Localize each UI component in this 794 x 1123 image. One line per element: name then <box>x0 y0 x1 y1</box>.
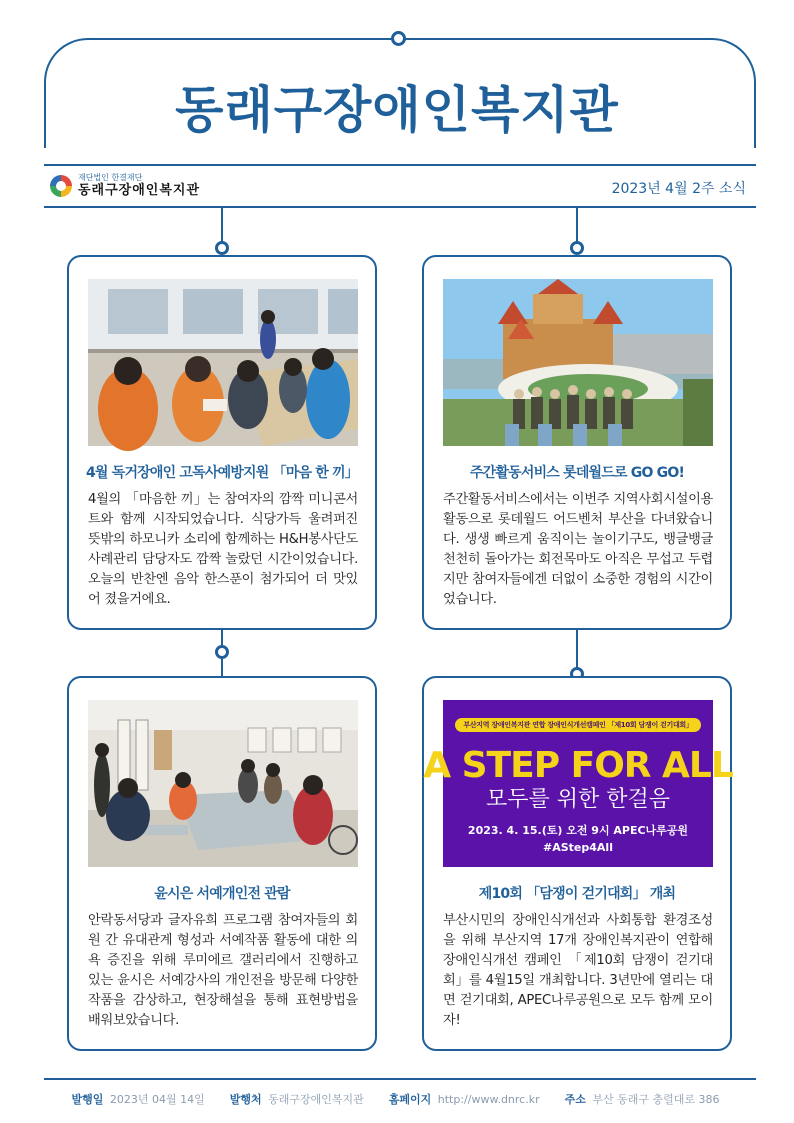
footer-issued-label: 발행일 <box>71 1093 104 1106</box>
header-knob-icon <box>391 31 406 46</box>
news-card-1 <box>67 255 377 630</box>
logo-flower-icon <box>50 175 72 197</box>
card-title: 4월 독거장애인 고독사예방지원 「마음 한 끼」 <box>85 465 359 481</box>
page-title: 동래구장애인복지관 <box>175 81 619 139</box>
poster-subtitle: 모두를 위한 한걸음 <box>485 787 670 812</box>
poster-banner: 부산지역 장애인복지관 연합 장애인식개선캠페인 「제10회 담쟁이 걷기대회」 <box>455 718 700 732</box>
card-body: 주간활동서비스에서는 이번주 지역사회시설이용 활동으로 롯데월드 어드벤처 부산을 다녀왔습니다. 생생 빠르게 움직이는 놀이기구도, 뱅글뱅글 천천히 돌아가는 회전목마도 아직은 무섭고 두렵지만 참여자들에겐 더없이 소중한 경험의 시간이었습니다. <box>443 492 713 607</box>
logo-foundation-name: 재단법인 한결재단 <box>78 173 143 182</box>
header-rule-bottom <box>44 206 756 208</box>
issue-date: 2023년 4월 2주 소식 <box>611 181 746 197</box>
poster-hashtag: #AStep4All <box>543 841 613 854</box>
connector-knob-icon <box>215 645 229 659</box>
footer-publisher-value: 동래구장애인복지관 <box>268 1093 364 1106</box>
header-rule-top <box>44 164 756 166</box>
card-body: 4월의 「마음한 끼」는 참여자의 깜짝 미니콘서트와 함께 시작되었습니다. 식당가득 울려퍼진 뜻밖의 하모니카 소리에 함께하는 H&H봉사단도 사례관리 담당자도 깜짝 놀랐던 시간이었습니다. 오늘의 반찬엔 음악 한스푼이 첨가되어 더 맛있어 졌을거에요. <box>88 492 358 607</box>
footer-homepage-link[interactable]: http://www.dnrc.kr <box>437 1093 540 1106</box>
footer-publisher-label: 발행처 <box>229 1093 262 1106</box>
footer-address-value: 부산 동래구 충렬대로 386 <box>592 1093 720 1106</box>
logo-org-name: 동래구장애인복지관 <box>78 183 201 198</box>
poster-date: 2023. 4. 15.(토) 오전 9시 APEC나루공원 <box>467 824 689 837</box>
poster-headline: A STEP FOR ALL <box>423 745 733 786</box>
news-card-2 <box>422 255 732 630</box>
calligraphy-exhibition-photo <box>88 700 358 867</box>
news-card-3 <box>67 676 377 1051</box>
organization-logo <box>50 173 200 199</box>
footer-address-label: 주소 <box>564 1093 586 1106</box>
card-body: 안락동서당과 글자유희 프로그램 참여자들의 회원 간 유대관계 형성과 서예작품 활동에 대한 의욕 증진을 위해 루미에르 갤러리에서 진행하고 있는 윤시은 서예강사의 개인전을 방문해 다양한 작품을 감상하고, 현장해설을 통해 표현방법을 배워보았습니다. <box>88 913 358 1028</box>
card-body: 부산시민의 장애인식개선과 사회통합 환경조성을 위해 부산지역 17개 장애인복지관이 연합해 장애인식개선 캠페인 「제10회 담쟁이 걷기대회」를 4월15일 개최합니다. 3년만에 열리는 대면 걷기대회, APEC나루공원으로 모두 함께 모이자! <box>443 913 713 1028</box>
meal-program-photo <box>88 279 358 446</box>
walk-event-poster <box>423 700 733 867</box>
news-card-4 <box>422 676 732 1051</box>
connector-knob-icon <box>570 241 584 255</box>
footer-issued-value: 2023년 04월 14일 <box>109 1093 205 1106</box>
lotte-world-photo <box>443 279 713 446</box>
card-title: 주간활동서비스 롯데월드로 GO GO! <box>469 465 685 481</box>
footer-homepage-label: 홈페이지 <box>388 1093 432 1106</box>
card-title: 제10회 「담쟁이 걷기대회」 개최 <box>478 886 676 902</box>
footer-info <box>0 1091 794 1107</box>
footer-rule <box>44 1078 756 1080</box>
card-title: 윤시은 서예개인전 관람 <box>154 886 290 902</box>
connector-knob-icon <box>215 241 229 255</box>
